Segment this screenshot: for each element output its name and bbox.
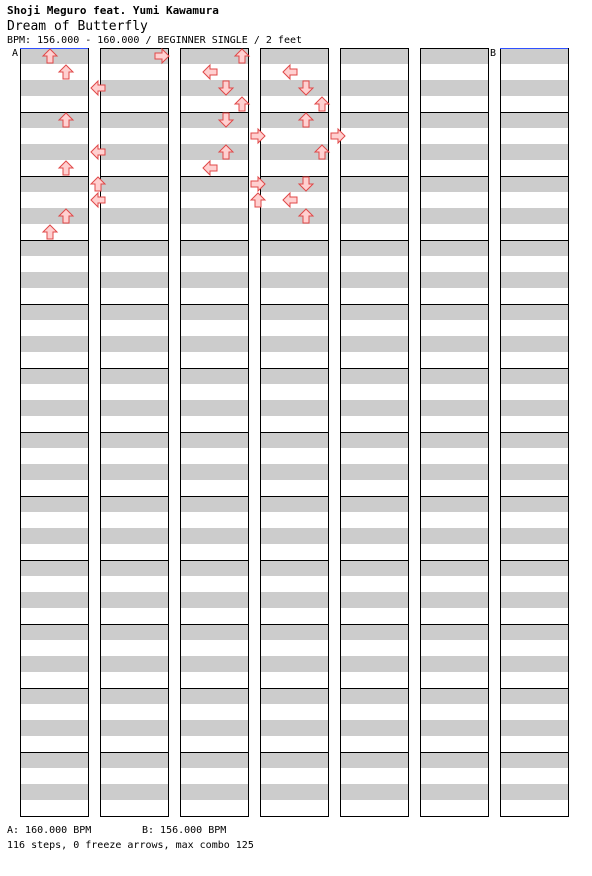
beat-band (260, 560, 328, 576)
beat-band (100, 624, 168, 640)
beat-band (20, 272, 88, 288)
beat-band (340, 144, 408, 160)
beat-band (500, 208, 568, 224)
beat-band (100, 272, 168, 288)
beat-band (180, 240, 248, 256)
beat-band (340, 560, 408, 576)
beat-band (420, 176, 488, 192)
beat-band (500, 752, 568, 768)
beat-band (420, 496, 488, 512)
step-arrow-icon (91, 193, 105, 207)
beat-band (20, 784, 88, 800)
beat-band (500, 112, 568, 128)
bpm-b-label: B: 156.000 BPM (142, 825, 227, 836)
beat-band (180, 752, 248, 768)
beat-band (180, 304, 248, 320)
beat-band (100, 560, 168, 576)
beat-band (500, 688, 568, 704)
beat-band (500, 432, 568, 448)
beat-band (260, 272, 328, 288)
beat-band (500, 176, 568, 192)
beat-band (100, 432, 168, 448)
beat-band (260, 784, 328, 800)
beat-band (260, 528, 328, 544)
beat-band (340, 368, 408, 384)
beat-band (500, 592, 568, 608)
beat-band (100, 464, 168, 480)
beat-band (420, 144, 488, 160)
beat-band (340, 176, 408, 192)
beat-band (500, 624, 568, 640)
beat-band (100, 656, 168, 672)
beat-band (180, 432, 248, 448)
beat-band (20, 80, 88, 96)
beat-band (500, 336, 568, 352)
beat-band (420, 208, 488, 224)
beat-band (100, 752, 168, 768)
beat-band (420, 112, 488, 128)
beat-band (20, 208, 88, 224)
bpm-a-marker: A (12, 48, 19, 59)
beat-band (500, 144, 568, 160)
beat-band (420, 720, 488, 736)
beat-band (500, 400, 568, 416)
beat-band (260, 176, 328, 192)
beat-band (420, 560, 488, 576)
beat-band (20, 368, 88, 384)
beat-band (340, 304, 408, 320)
beat-band (180, 272, 248, 288)
beat-band (500, 304, 568, 320)
beat-band (260, 624, 328, 640)
beat-band (420, 272, 488, 288)
beat-band (420, 432, 488, 448)
beat-band (260, 592, 328, 608)
step-arrow-icon (203, 161, 217, 175)
beat-band (20, 144, 88, 160)
beat-band (420, 400, 488, 416)
step-arrow-icon (283, 193, 297, 207)
beat-band (500, 656, 568, 672)
beat-band (420, 752, 488, 768)
beat-band (500, 368, 568, 384)
step-arrow-icon (59, 161, 73, 175)
beat-band (100, 720, 168, 736)
chart-meta: BPM: 156.000 - 160.000 / BEGINNER SINGLE / 2 feet (7, 35, 303, 46)
beat-band (260, 368, 328, 384)
beat-band (340, 752, 408, 768)
beat-band (340, 656, 408, 672)
beat-band (20, 400, 88, 416)
beat-band (260, 80, 328, 96)
step-arrow-icon (43, 225, 57, 239)
beat-band (260, 464, 328, 480)
beat-band (340, 336, 408, 352)
beat-band (340, 48, 408, 64)
beat-band (420, 80, 488, 96)
beat-band (260, 336, 328, 352)
beat-band (100, 688, 168, 704)
beat-band (340, 592, 408, 608)
beat-band (100, 176, 168, 192)
beat-band (180, 656, 248, 672)
beat-band (260, 112, 328, 128)
artist-name: Shoji Meguro feat. Yumi Kawamura (7, 4, 219, 17)
beat-band (420, 592, 488, 608)
beat-band (20, 528, 88, 544)
beat-band (340, 400, 408, 416)
step-arrow-icon (251, 193, 265, 207)
beat-band (180, 720, 248, 736)
beat-band (180, 336, 248, 352)
beat-band (260, 656, 328, 672)
beat-band (100, 496, 168, 512)
beat-band (180, 592, 248, 608)
beat-band (500, 240, 568, 256)
step-arrow-icon (283, 65, 297, 79)
step-arrow-icon (203, 65, 217, 79)
step-arrow-icon (235, 97, 249, 111)
step-arrow-icon (315, 97, 329, 111)
beat-band (180, 144, 248, 160)
beat-band (100, 784, 168, 800)
beat-band (180, 400, 248, 416)
beat-band (420, 784, 488, 800)
beat-band (100, 240, 168, 256)
beat-band (420, 464, 488, 480)
beat-band (20, 432, 88, 448)
beat-band (420, 48, 488, 64)
beat-band (420, 336, 488, 352)
beat-band (180, 688, 248, 704)
beat-band (500, 784, 568, 800)
beat-band (340, 464, 408, 480)
beat-band (20, 240, 88, 256)
bpm-legend (7, 825, 227, 836)
beat-band (420, 688, 488, 704)
beat-band (500, 720, 568, 736)
beat-band (100, 304, 168, 320)
beat-band (20, 464, 88, 480)
beat-band (20, 176, 88, 192)
beat-band (180, 112, 248, 128)
beat-band (420, 528, 488, 544)
bpm-b-marker: B (490, 48, 497, 59)
beat-band (340, 688, 408, 704)
beat-band (340, 432, 408, 448)
beat-band (100, 80, 168, 96)
beat-band (340, 624, 408, 640)
beat-band (20, 336, 88, 352)
beat-band (260, 752, 328, 768)
beat-band (340, 784, 408, 800)
beat-band (340, 272, 408, 288)
beat-band (500, 48, 568, 64)
beat-band (500, 528, 568, 544)
beat-band (180, 80, 248, 96)
beat-band (100, 528, 168, 544)
beat-band (20, 720, 88, 736)
beat-band (420, 656, 488, 672)
beat-band (260, 432, 328, 448)
beat-band (180, 208, 248, 224)
beat-band (180, 624, 248, 640)
beat-band (100, 208, 168, 224)
beat-band (20, 752, 88, 768)
beat-band (260, 48, 328, 64)
beat-band (20, 656, 88, 672)
beat-band (20, 560, 88, 576)
beat-band (20, 592, 88, 608)
step-stats: 116 steps, 0 freeze arrows, max combo 125 (7, 840, 254, 851)
beat-band (20, 688, 88, 704)
beat-band (340, 720, 408, 736)
bpm-a-label: A: 160.000 BPM (7, 825, 92, 836)
beat-band (260, 720, 328, 736)
beat-band (260, 208, 328, 224)
beat-band (340, 80, 408, 96)
beat-band (500, 272, 568, 288)
beat-band (180, 528, 248, 544)
beat-band (100, 144, 168, 160)
beat-band (500, 496, 568, 512)
beat-band (260, 496, 328, 512)
beat-band (100, 400, 168, 416)
beat-band (420, 624, 488, 640)
beat-band (500, 464, 568, 480)
beat-band (180, 784, 248, 800)
beat-band (500, 560, 568, 576)
beat-band (20, 624, 88, 640)
beat-band (180, 176, 248, 192)
beat-band (500, 80, 568, 96)
beat-band (340, 240, 408, 256)
beat-band (100, 112, 168, 128)
song-title: Dream of Butterfly (7, 19, 148, 34)
beat-band (420, 304, 488, 320)
beat-band (420, 368, 488, 384)
beat-band (100, 336, 168, 352)
step-arrow-icon (331, 129, 345, 143)
beat-band (100, 592, 168, 608)
beat-band (260, 688, 328, 704)
step-arrow-icon (59, 65, 73, 79)
beat-band (180, 368, 248, 384)
beat-band (340, 528, 408, 544)
beat-band (20, 496, 88, 512)
beat-band (180, 496, 248, 512)
beat-band (20, 112, 88, 128)
beat-band (20, 304, 88, 320)
beat-band (340, 112, 408, 128)
beat-band (420, 240, 488, 256)
beat-band (340, 208, 408, 224)
beat-band (180, 560, 248, 576)
beat-band (180, 464, 248, 480)
beat-band (340, 496, 408, 512)
step-arrow-icon (251, 129, 265, 143)
beat-band (260, 304, 328, 320)
beat-band (260, 400, 328, 416)
beat-band (100, 368, 168, 384)
beat-band (260, 240, 328, 256)
